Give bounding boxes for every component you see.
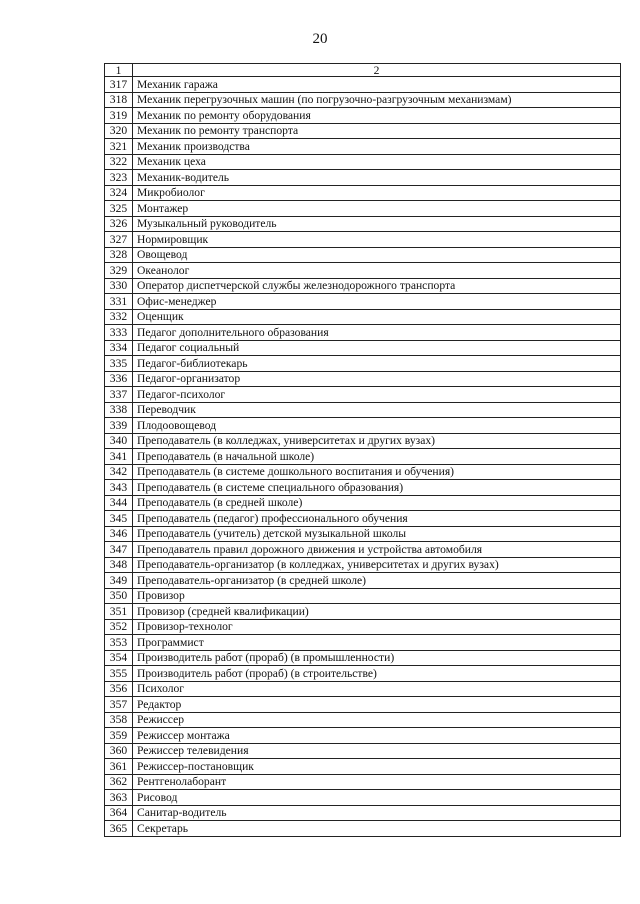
row-number: 363	[105, 790, 133, 806]
table-row	[105, 154, 621, 170]
table-row	[105, 805, 621, 821]
table-row	[105, 821, 621, 837]
table-row	[105, 464, 621, 480]
profession-name: Нормировщик	[133, 232, 621, 248]
row-number: 339	[105, 418, 133, 434]
table-row	[105, 681, 621, 697]
profession-name: Педагог-библиотекарь	[133, 356, 621, 372]
profession-name: Преподаватель (в системе дошкольного воспитания и обучения)	[133, 464, 621, 480]
table-row	[105, 697, 621, 713]
table-row	[105, 325, 621, 341]
profession-name: Провизор	[133, 588, 621, 604]
profession-name: Психолог	[133, 681, 621, 697]
row-number: 346	[105, 526, 133, 542]
table-row	[105, 139, 621, 155]
profession-name: Монтажер	[133, 201, 621, 217]
profession-name: Производитель работ (прораб) (в строительстве)	[133, 666, 621, 682]
row-number: 324	[105, 185, 133, 201]
table-row	[105, 232, 621, 248]
table-row	[105, 712, 621, 728]
column-header-name: 2	[133, 64, 621, 77]
table-row	[105, 263, 621, 279]
row-number: 356	[105, 681, 133, 697]
profession-name: Секретарь	[133, 821, 621, 837]
profession-name: Рисовод	[133, 790, 621, 806]
row-number: 365	[105, 821, 133, 837]
table-row	[105, 278, 621, 294]
table-row	[105, 495, 621, 511]
profession-name: Преподаватель (педагог) профессионального обучения	[133, 511, 621, 527]
row-number: 342	[105, 464, 133, 480]
table-row	[105, 635, 621, 651]
row-number: 332	[105, 309, 133, 325]
table-row	[105, 294, 621, 310]
profession-name: Режиссер	[133, 712, 621, 728]
row-number: 358	[105, 712, 133, 728]
row-number: 320	[105, 123, 133, 139]
profession-name: Режиссер монтажа	[133, 728, 621, 744]
row-number: 317	[105, 77, 133, 93]
table-row	[105, 92, 621, 108]
profession-name: Производитель работ (прораб) (в промышленности)	[133, 650, 621, 666]
profession-name: Педагог социальный	[133, 340, 621, 356]
table-row	[105, 557, 621, 573]
table-row	[105, 340, 621, 356]
row-number: 341	[105, 449, 133, 465]
profession-name: Офис-менеджер	[133, 294, 621, 310]
table-row	[105, 619, 621, 635]
row-number: 360	[105, 743, 133, 759]
table-header-row	[105, 64, 621, 77]
profession-name: Провизор-технолог	[133, 619, 621, 635]
table-row	[105, 542, 621, 558]
profession-name: Механик-водитель	[133, 170, 621, 186]
row-number: 338	[105, 402, 133, 418]
profession-name: Педагог дополнительного образования	[133, 325, 621, 341]
row-number: 321	[105, 139, 133, 155]
profession-name: Педагог-организатор	[133, 371, 621, 387]
profession-name: Механик перегрузочных машин (по погрузочно-разгрузочным механизмам)	[133, 92, 621, 108]
row-number: 348	[105, 557, 133, 573]
row-number: 344	[105, 495, 133, 511]
table-row	[105, 526, 621, 542]
profession-name: Рентгенолаборант	[133, 774, 621, 790]
table-row	[105, 418, 621, 434]
table-row	[105, 573, 621, 589]
professions-table	[104, 63, 621, 837]
row-number: 352	[105, 619, 133, 635]
row-number: 329	[105, 263, 133, 279]
table-row	[105, 247, 621, 263]
row-number: 361	[105, 759, 133, 775]
row-number: 327	[105, 232, 133, 248]
row-number: 354	[105, 650, 133, 666]
row-number: 319	[105, 108, 133, 124]
row-number: 351	[105, 604, 133, 620]
table-row	[105, 604, 621, 620]
table-row	[105, 743, 621, 759]
row-number: 347	[105, 542, 133, 558]
row-number: 349	[105, 573, 133, 589]
profession-name: Оценщик	[133, 309, 621, 325]
table-row	[105, 77, 621, 93]
table-body	[105, 64, 621, 837]
profession-name: Оператор диспетчерской службы железнодорожного транспорта	[133, 278, 621, 294]
table-row	[105, 216, 621, 232]
row-number: 355	[105, 666, 133, 682]
row-number: 322	[105, 154, 133, 170]
row-number: 359	[105, 728, 133, 744]
profession-name: Программист	[133, 635, 621, 651]
table-row	[105, 356, 621, 372]
profession-name: Океанолог	[133, 263, 621, 279]
profession-name: Плодоовощевод	[133, 418, 621, 434]
row-number: 345	[105, 511, 133, 527]
profession-name: Преподаватель (учитель) детской музыкальной школы	[133, 526, 621, 542]
table-row	[105, 371, 621, 387]
table-row	[105, 480, 621, 496]
row-number: 334	[105, 340, 133, 356]
table-row	[105, 728, 621, 744]
table-row	[105, 774, 621, 790]
column-header-number: 1	[105, 64, 133, 77]
table-row	[105, 185, 621, 201]
row-number: 328	[105, 247, 133, 263]
row-number: 336	[105, 371, 133, 387]
profession-name: Механик по ремонту транспорта	[133, 123, 621, 139]
table-row	[105, 108, 621, 124]
row-number: 331	[105, 294, 133, 310]
profession-name: Механик цеха	[133, 154, 621, 170]
table-row	[105, 588, 621, 604]
page-number: 20	[312, 31, 328, 47]
row-number: 350	[105, 588, 133, 604]
row-number: 318	[105, 92, 133, 108]
profession-name: Переводчик	[133, 402, 621, 418]
table-row	[105, 666, 621, 682]
row-number: 337	[105, 387, 133, 403]
table-row	[105, 650, 621, 666]
row-number: 333	[105, 325, 133, 341]
profession-name: Микробиолог	[133, 185, 621, 201]
table-row	[105, 790, 621, 806]
table-row	[105, 759, 621, 775]
table-row	[105, 170, 621, 186]
profession-name: Преподаватель (в средней школе)	[133, 495, 621, 511]
row-number: 326	[105, 216, 133, 232]
profession-name: Педагог-психолог	[133, 387, 621, 403]
table-row	[105, 201, 621, 217]
profession-name: Провизор (средней квалификации)	[133, 604, 621, 620]
table-row	[105, 387, 621, 403]
row-number: 343	[105, 480, 133, 496]
row-number: 335	[105, 356, 133, 372]
table-row	[105, 511, 621, 527]
row-number: 330	[105, 278, 133, 294]
profession-name: Преподаватель-организатор (в колледжах, университетах и других вузах)	[133, 557, 621, 573]
profession-name: Механик производства	[133, 139, 621, 155]
row-number: 364	[105, 805, 133, 821]
profession-name: Музыкальный руководитель	[133, 216, 621, 232]
table-row	[105, 433, 621, 449]
row-number: 357	[105, 697, 133, 713]
table-row	[105, 449, 621, 465]
profession-name: Преподаватель-организатор (в средней школе)	[133, 573, 621, 589]
table-row	[105, 123, 621, 139]
profession-name: Механик по ремонту оборудования	[133, 108, 621, 124]
row-number: 353	[105, 635, 133, 651]
profession-name: Преподаватель (в колледжах, университетах и других вузах)	[133, 433, 621, 449]
table-row	[105, 309, 621, 325]
profession-name: Преподаватель правил дорожного движения и устройства автомобиля	[133, 542, 621, 558]
profession-name: Режиссер телевидения	[133, 743, 621, 759]
profession-name: Преподаватель (в начальной школе)	[133, 449, 621, 465]
row-number: 340	[105, 433, 133, 449]
profession-name: Механик гаража	[133, 77, 621, 93]
row-number: 325	[105, 201, 133, 217]
table-row	[105, 402, 621, 418]
profession-name: Преподаватель (в системе специального образования)	[133, 480, 621, 496]
row-number: 362	[105, 774, 133, 790]
profession-name: Режиссер-постановщик	[133, 759, 621, 775]
profession-name: Санитар-водитель	[133, 805, 621, 821]
row-number: 323	[105, 170, 133, 186]
profession-name: Овощевод	[133, 247, 621, 263]
profession-name: Редактор	[133, 697, 621, 713]
